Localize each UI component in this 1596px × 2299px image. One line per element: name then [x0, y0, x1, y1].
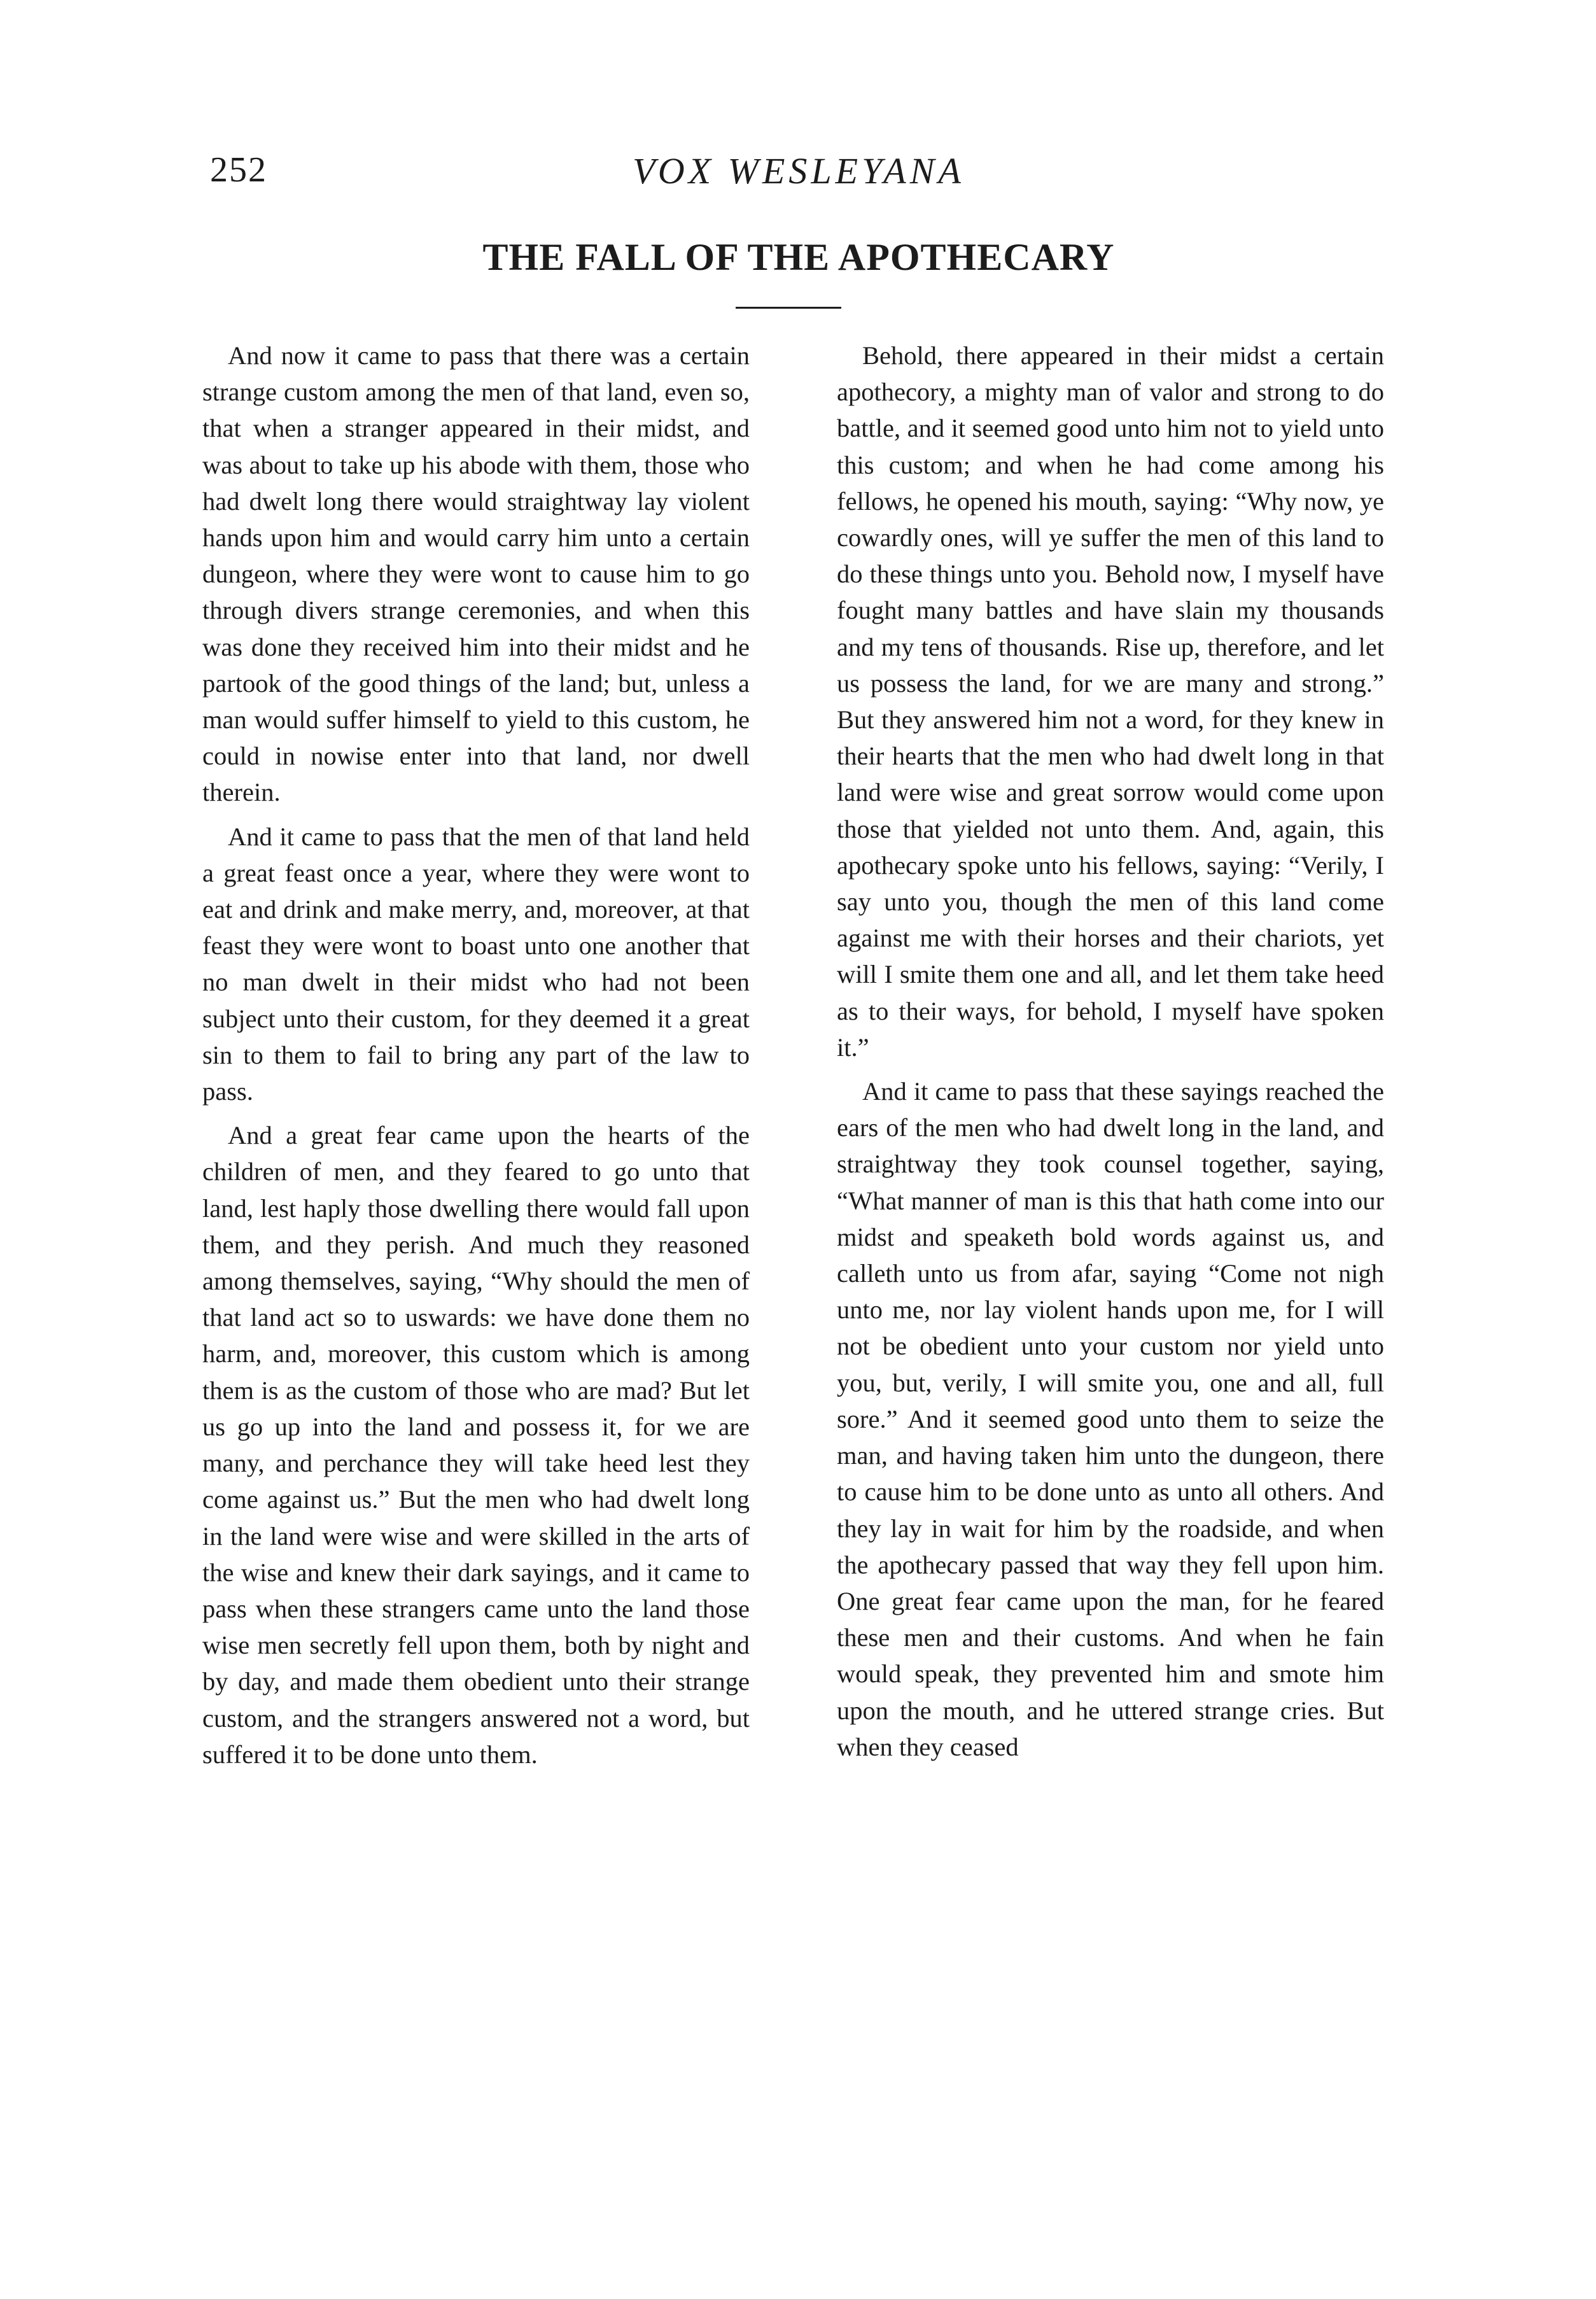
title-divider [736, 307, 841, 309]
running-head [210, 150, 1387, 200]
article-title: THE FALL OF THE APOTHECARY [482, 236, 1115, 278]
paragraph: And a great fear came upon the hearts of the children of men, and they feared to go unto that land, lest haply those dwelling there would fall upon them, and they perish. And much they reasoned among themselves, saying, “Why should the men of that land act so to uswards: we have done them no harm, and, moreover, this custom which is among them is as the custom of those who are mad? But let us go up into the land and possess it, for we are many, and perchance they will take heed lest they come against us.” But the men who had dwelt long in the land were wise and were skilled in the arts of the wise and knew their dark sayings, and it came to pass when these strangers came unto the land those wise men secretly fell upon them, both by night and by day, and made them obedient unto their strange custom, and the strangers answered not a word, but suffered it to be done unto them. [202, 1121, 750, 1769]
left-column [202, 337, 750, 1773]
journal-title: VOX WESLEYANA [633, 150, 965, 192]
paragraph: And now it came to pass that there was a certain strange custom among the men of that land, even so, that when a stranger appeared in their midst, and was about to take up his abode with them, those who had dwelt long there would straightway lay violent hands upon him and would carry him unto a certain dungeon, where they were wont to cause him to go through divers strange ceremonies, and when this was done they received him into their midst and he partook of the good things of the land; but, unless a man would suffer himself to yield to this custom, he could in nowise enter into that land, nor dwell therein. [202, 341, 750, 807]
paragraph: Behold, there appeared in their midst a certain apothecory, a mighty man of valor and strong to do battle, and it seemed good unto him not to yield unto this custom; and when he had come among his fellows, he opened his mouth, saying: “Why now, ye cowardly ones, will ye suffer the men of this land to do these things unto you. Behold now, I myself have fought many battles and have slain my thousands and my tens of thousands. Rise up, therefore, and let us possess the land, for we are many and strong.” But they answered him not a word, for they knew in their hearts that the men who had dwelt long in that land were wise and great sorrow would come upon those that yielded not unto them. And, again, this apothecary spoke unto his fellows, saying: “Verily, I say unto you, though the men of this land come against me with their horses and their chariots, yet will I smite them one and all, and let them take heed as to their ways, for behold, I myself have spoken it.” [837, 341, 1384, 1062]
paragraph: And it came to pass that these sayings reached the ears of the men who had dwelt long in the land, and straightway they took counsel together, saying, “What manner of man is this that hath come into our midst and speaketh bold words against us, and calleth unto us from afar, saying “Come not nigh unto me, nor lay violent hands upon me, for I will not be obedient unto your custom nor yield unto you, but, verily, I will smite you, one and all, full sore.” And it seemed good unto them to seize the man, and having taken him unto the dungeon, there to cause him to be done unto as unto all others. And they lay in wait for him by the roadside, and when the apothecary passed that way they fell upon him. One great fear came upon the man, for he feared these men and their customs. And when he fain would speak, they prevented him and smote him upon the mouth, and he uttered strange cries. But when they ceased [837, 1077, 1384, 1761]
right-column [837, 337, 1384, 1765]
page-number: 252 [210, 150, 267, 190]
paragraph: And it came to pass that the men of that land held a great feast once a year, where they were wont to eat and drink and make merry, and, moreover, at that feast they were wont to boast unto one another that no man dwelt in their midst who had not been subject unto their custom, for they deemed it a great sin to them to fail to bring any part of the law to pass. [202, 822, 750, 1106]
